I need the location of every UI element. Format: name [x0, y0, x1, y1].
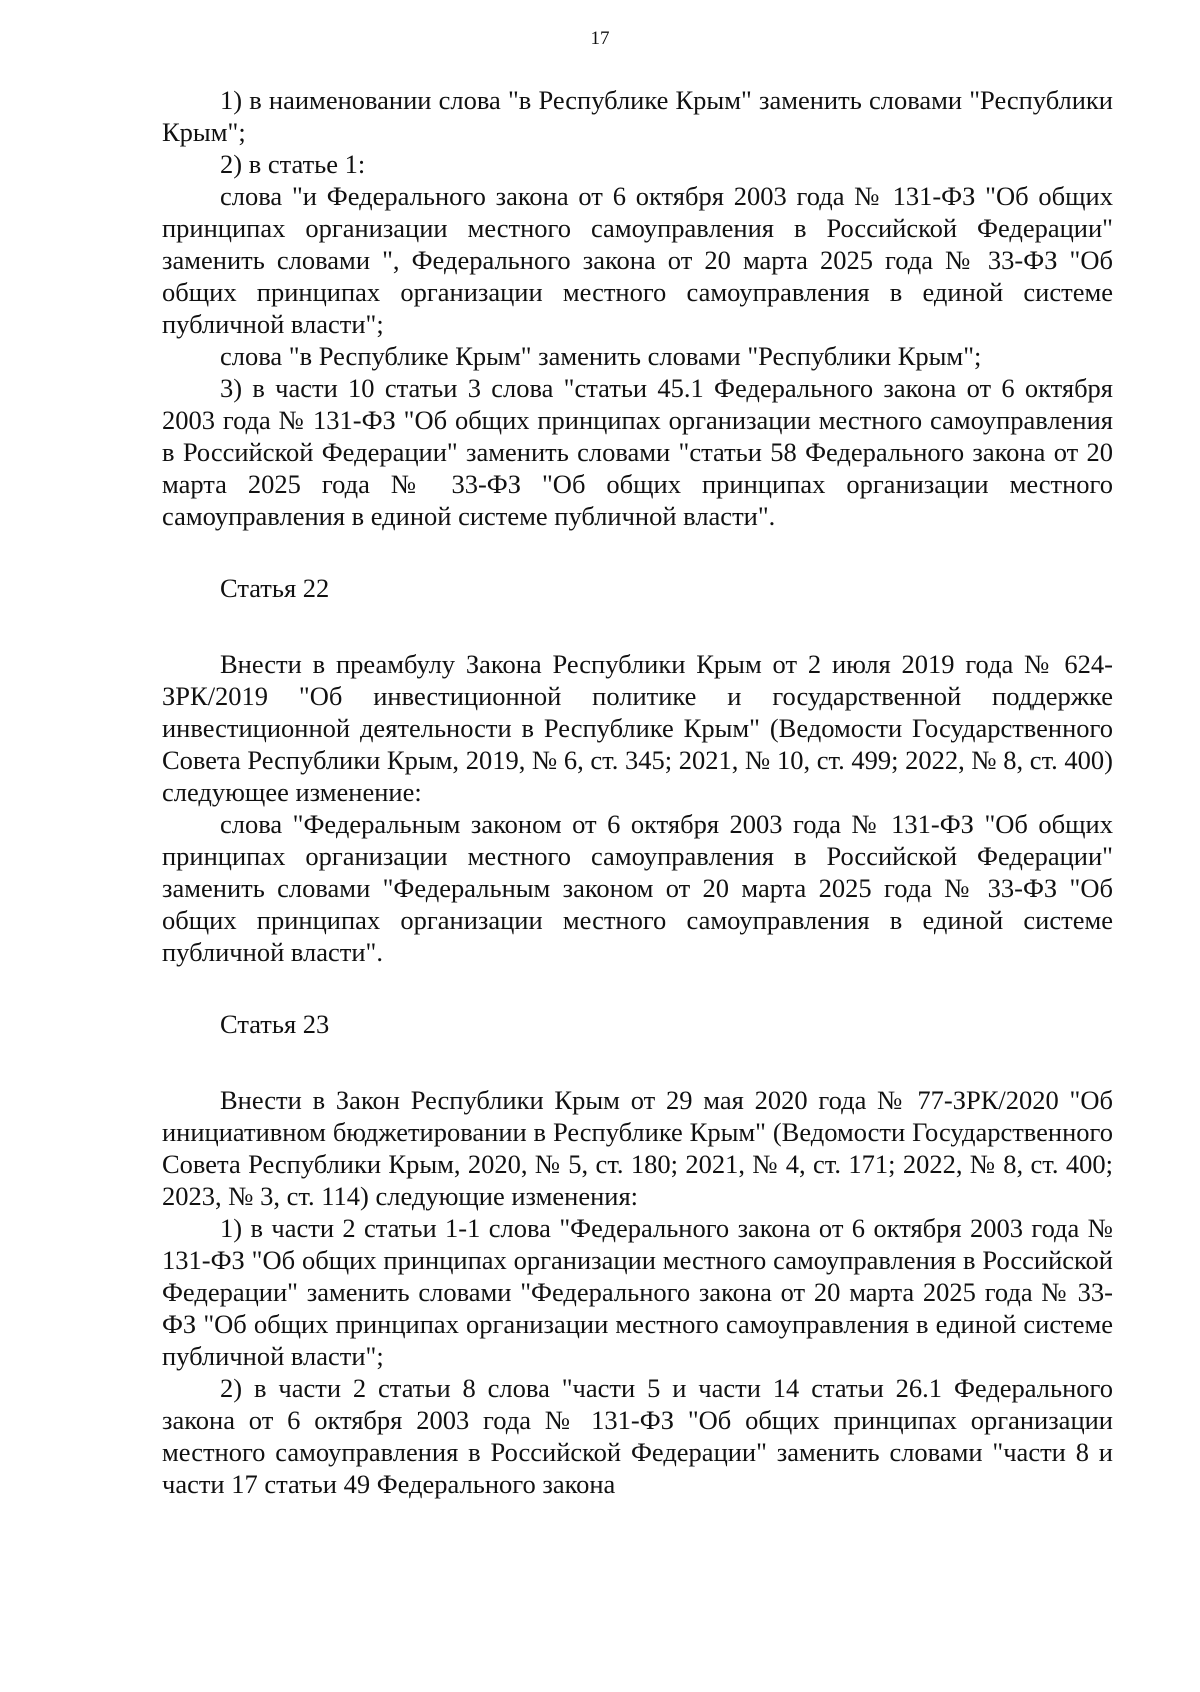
- article-22-heading: Статья 22: [220, 573, 330, 603]
- article-23-heading: Статья 23: [220, 1009, 330, 1039]
- page-number: 17: [590, 28, 610, 49]
- amendment-item-2: 2) в статье 1:: [220, 149, 366, 179]
- amendment-item-3: 3) в части 10 статьи 3 слова "статьи 45.1 Федерального закона от 6 октября 2003 года № 131-ФЗ "Об общих принципах организации местного самоуправления в Российской Федерации" заменить словами "статьи 58 Федерального закона от 20 марта 2025 года № 33-ФЗ "Об общих принципах организации местного самоуправления в единой системе публичной власти".: [162, 373, 1113, 531]
- document-body: [162, 84, 1113, 1500]
- article-23-item-2: 2) в части 2 статьи 8 слова "части 5 и части 14 статьи 26.1 Федерального закона от 6 октября 2003 года № 131-ФЗ "Об общих принципах организации местного самоуправления в Российской Федерации" заменить словами "части 8 и части 17 статьи 49 Федерального закона: [162, 1373, 1113, 1499]
- amendment-item-1: 1) в наименовании слова "в Республике Крым" заменить словами "Республики Крым";: [162, 85, 1113, 147]
- article-22-intro: Внести в преамбулу Закона Республики Крым от 2 июля 2019 года № 624-ЗРК/2019 "Об инвестиционной политике и государственной поддержке инвестиционной деятельности в Республике Крым" (Ведомости Государственного Совета Республики Крым, 2019, № 6, ст. 345; 2021, № 10, ст. 499; 2022, № 8, ст. 400) следующее изменение:: [162, 649, 1113, 807]
- article-22-change: слова "Федеральным законом от 6 октября 2003 года № 131-ФЗ "Об общих принципах организации местного самоуправления в Российской Федерации" заменить словами "Федеральным законом от 20 марта 2025 года № 33-ФЗ "Об общих принципах организации местного самоуправления в единой системе публичной власти".: [162, 809, 1113, 967]
- amendment-subitem-words-1: слова "и Федерального закона от 6 октября 2003 года № 131-ФЗ "Об общих принципах организации местного самоуправления в Российской Федерации" заменить словами ", Федерального закона от 20 марта 2025 года № 33-ФЗ "Об общих принципах организации местного самоуправления в единой системе публичной власти";: [162, 181, 1113, 339]
- article-23-item-1: 1) в части 2 статьи 1-1 слова "Федерального закона от 6 октября 2003 года № 131-ФЗ "Об общих принципах организации местного самоуправления в Российской Федерации" заменить словами "Федерального закона от 20 марта 2025 года № 33-ФЗ "Об общих принципах организации местного самоуправления в единой системе публичной власти";: [162, 1213, 1113, 1371]
- article-23-intro: Внести в Закон Республики Крым от 29 мая 2020 года № 77-ЗРК/2020 "Об инициативном бюджетировании в Республике Крым" (Ведомости Государственного Совета Республики Крым, 2020, № 5, ст. 180; 2021, № 4, ст. 171; 2022, № 8, ст. 400; 2023, № 3, ст. 114) следующие изменения:: [162, 1085, 1113, 1211]
- amendment-subitem-words-2: слова "в Республике Крым" заменить словами "Республики Крым";: [220, 341, 982, 371]
